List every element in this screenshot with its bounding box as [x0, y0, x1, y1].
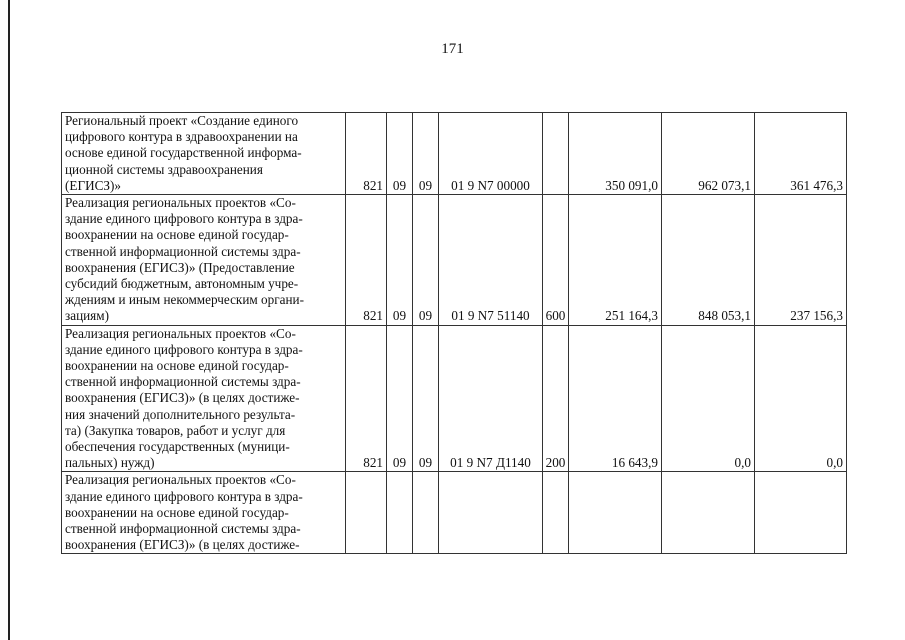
amount-year2: 962 073,1: [662, 113, 755, 195]
row-name-line: ственной информационной системы здра-: [65, 374, 301, 390]
row-name-line: обеспечения государственных (муници-: [65, 439, 290, 455]
target-article: 01 9 N7 51140: [439, 195, 543, 326]
section-code: 09: [387, 195, 413, 326]
table-row: [62, 195, 847, 326]
table-row: [62, 113, 847, 195]
amount-year3: 237 156,3: [755, 195, 847, 326]
row-name-line: Реализация региональных проектов «Со-: [65, 195, 296, 211]
row-name: [62, 325, 346, 472]
row-name-line: Региональный проект «Создание единого: [65, 113, 299, 128]
row-name-line: Реализация региональных проектов «Со-: [65, 472, 296, 488]
amount-year3: 361 476,3: [755, 113, 847, 195]
section-code: 09: [387, 325, 413, 472]
page-left-edge: [8, 0, 10, 640]
table-row: [62, 325, 847, 472]
ministry-code: [346, 472, 387, 554]
row-name: [62, 113, 346, 195]
amount-year1: [569, 472, 662, 554]
section-code: [387, 472, 413, 554]
page-number: 171: [441, 41, 464, 57]
row-name-line: ственной информационной системы здра-: [65, 521, 301, 537]
row-name-line: воохранении на основе единой государ-: [65, 504, 289, 520]
subsection-code: 09: [413, 325, 439, 472]
amount-year2: 0,0: [662, 325, 755, 472]
row-name-line: ственной информационной системы здра-: [65, 243, 301, 259]
row-name-line: Реализация региональных проектов «Со-: [65, 325, 296, 341]
expense-type: 600: [543, 195, 569, 326]
row-name-line: ния значений дополнительного результа-: [65, 406, 296, 422]
row-name-line: воохранении на основе единой государ-: [65, 358, 289, 374]
expense-type: [543, 113, 569, 195]
subsection-code: 09: [413, 113, 439, 195]
ministry-code: 821: [346, 325, 387, 472]
row-name-line: ждениям и иным некоммерческим органи-: [65, 292, 304, 308]
row-name-line: здание единого цифрового контура в здра-: [65, 488, 303, 504]
row-name-line: воохранении на основе единой государ-: [65, 227, 289, 243]
target-article: 01 9 N7 00000: [439, 113, 543, 195]
target-article: 01 9 N7 Д1140: [439, 325, 543, 472]
row-name-line: воохранения (ЕГИСЗ)» (Предоставление: [65, 259, 295, 275]
row-name-line: основе единой государственной информа-: [65, 145, 302, 161]
row-name-line: субсидий бюджетным, автономным учре-: [65, 276, 299, 292]
table-row: [62, 472, 847, 554]
row-name-line: (ЕГИСЗ)»: [65, 177, 121, 193]
row-name-line: та) (Закупка товаров, работ и услуг для: [65, 422, 286, 438]
budget-table: [61, 112, 847, 554]
row-name-line: воохранения (ЕГИСЗ)» (в целях достиже-: [65, 537, 300, 553]
row-name: [62, 195, 346, 326]
row-name-line: ционной системы здравоохранения: [65, 161, 263, 177]
subsection-code: [413, 472, 439, 554]
row-name-line: воохранения (ЕГИСЗ)» (в целях достиже-: [65, 390, 300, 406]
target-article: [439, 472, 543, 554]
ministry-code: 821: [346, 113, 387, 195]
amount-year3: [755, 472, 847, 554]
row-name-line: здание единого цифрового контура в здра-: [65, 341, 303, 357]
row-name-line: пальных) нужд): [65, 455, 155, 471]
row-name-line: зациям): [65, 308, 109, 324]
amount-year1: 350 091,0: [569, 113, 662, 195]
expense-type: [543, 472, 569, 554]
row-name-line: цифрового контура в здравоохранении на: [65, 129, 298, 145]
ministry-code: 821: [346, 195, 387, 326]
amount-year1: 16 643,9: [569, 325, 662, 472]
row-name: [62, 472, 346, 554]
amount-year1: 251 164,3: [569, 195, 662, 326]
table-body: [62, 113, 847, 554]
expense-type: 200: [543, 325, 569, 472]
amount-year3: 0,0: [755, 325, 847, 472]
row-name-line: здание единого цифрового контура в здра-: [65, 211, 303, 227]
section-code: 09: [387, 113, 413, 195]
amount-year2: [662, 472, 755, 554]
amount-year2: 848 053,1: [662, 195, 755, 326]
subsection-code: 09: [413, 195, 439, 326]
